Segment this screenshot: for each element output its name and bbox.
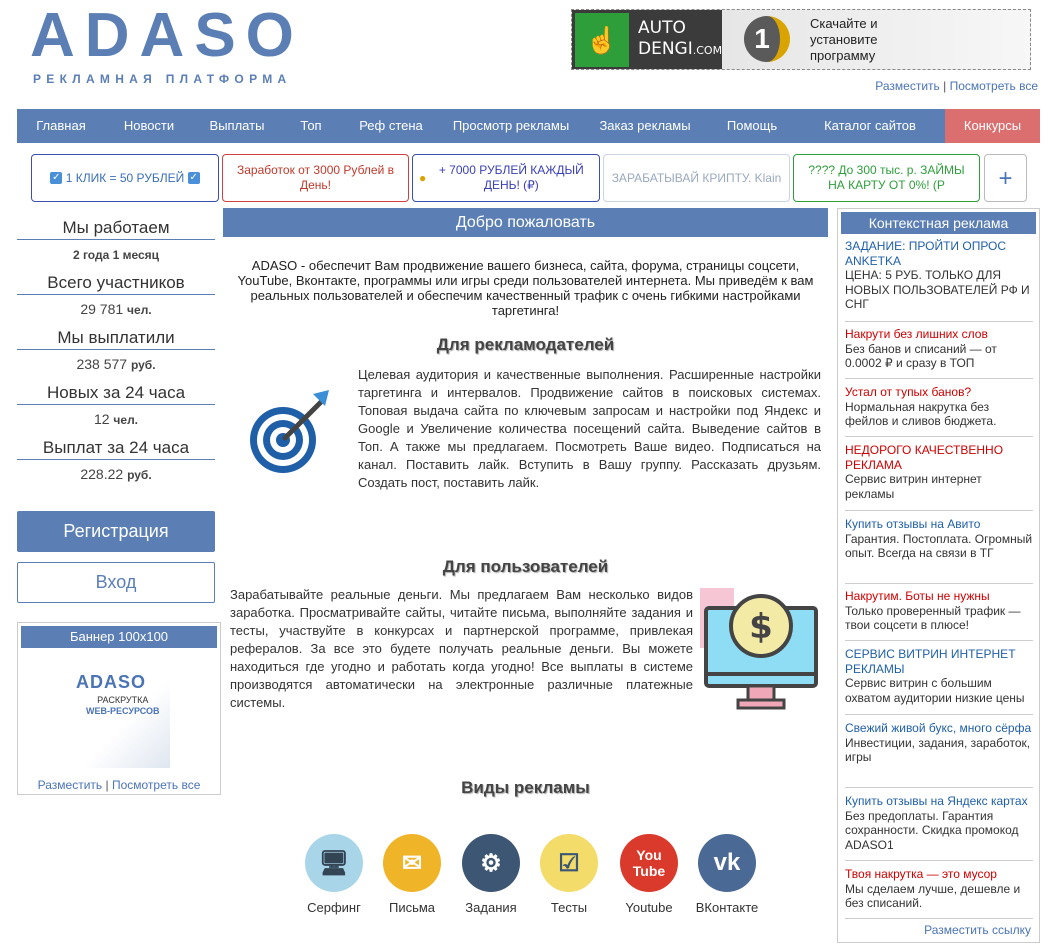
nav-order-ads[interactable]: Заказ рекламы xyxy=(599,118,691,133)
context-ads-panel xyxy=(837,208,1040,943)
banner-brand-block xyxy=(572,10,722,70)
checkmark-icon: ✓ xyxy=(189,172,198,183)
advertisers-heading: Для рекламодателей xyxy=(436,335,615,354)
place-link-link[interactable]: Разместить ссылку xyxy=(924,923,1031,937)
type-youtube[interactable]: You Tube Youtube xyxy=(614,834,684,915)
chip-click[interactable]: ✓ 1 КЛИК = 50 РУБЛЕЙ ✓ xyxy=(31,154,219,202)
banner-100-links: Разместить | Посмотреть все xyxy=(37,778,201,792)
nav-top[interactable]: Топ xyxy=(300,118,322,133)
ad-types-heading: Виды рекламы xyxy=(461,778,590,797)
stat-value: 2 года 1 месяц xyxy=(72,248,160,262)
chip-earnings[interactable]: Заработок от 3000 Рублей в День! xyxy=(222,154,409,202)
stat-title: Всего участников xyxy=(17,265,215,295)
svg-text:$: $ xyxy=(749,607,773,647)
place-banner-link[interactable]: Разместить xyxy=(875,79,940,93)
chip-loans[interactable]: ???? До 300 тыс. р. ЗАЙМЫ НА КАРТУ ОТ 0%! (Р xyxy=(793,154,980,202)
chip-crypto[interactable]: ЗАРАБАТЫВАЙ КРИПТУ. Klain xyxy=(603,154,790,202)
main-content xyxy=(223,208,828,915)
nav-home[interactable]: Главная xyxy=(36,118,86,133)
welcome-header: Добро пожаловать xyxy=(223,208,828,237)
context-ad[interactable]: Твоя накрутка — это мусор Мы сделаем лучше, дешевле и без списаний. xyxy=(845,867,1033,919)
context-ads-title: Контекстная реклама xyxy=(841,212,1036,234)
nav-catalog[interactable]: Каталог сайтов xyxy=(824,118,916,133)
context-ad[interactable]: Купить отзывы на Яндекс картах Без предоплаты. Гарантия сохранности. Скидка промокод ADASO1 xyxy=(845,794,1033,861)
nav-ref-wall[interactable]: Реф стена xyxy=(359,118,423,133)
intro-text: ADASO - обеспечит Вам продвижение вашего бизнеса, сайта, форума, страницы соцсети, YouTube, Вконтакте, программы или игры среди пользователей интернета. Мы приведём к вам реальных пользователей и обеспечим качественный трафик с очень гибкими настройками таргетинга! xyxy=(237,258,814,318)
main-nav xyxy=(17,109,1040,143)
stat-title: Выплат за 24 часа xyxy=(17,430,215,460)
checkmark-icon: ✓ xyxy=(52,172,61,183)
view-all-banner-100-link[interactable]: Посмотреть все xyxy=(111,778,201,792)
place-banner-100-link[interactable]: Разместить xyxy=(37,778,103,792)
surfing-icon: 🖥 xyxy=(305,834,363,892)
stat-value: 228.22 руб. xyxy=(80,466,152,482)
nav-view-ads[interactable]: Просмотр рекламы xyxy=(452,118,570,133)
adaso-banner-image[interactable]: ADASO РАСКРУТКА WEB-РЕСУРСОВ xyxy=(70,668,170,768)
nav-help[interactable]: Помощь xyxy=(726,118,778,133)
hand-click-icon: ☝ xyxy=(575,13,629,67)
banner-brand: AUTO DENGI.COM xyxy=(638,18,723,59)
stat-value: 29 781 чел. xyxy=(80,301,152,317)
stat-title: Мы выплатили xyxy=(17,320,215,350)
context-ad[interactable]: ЗАДАНИЕ: ПРОЙТИ ОПРОС ANKETKA ЦЕНА: 5 РУБ. ТОЛЬКО ДЛЯ НОВЫХ ПОЛЬЗОВАТЕЛЕЙ РФ И СНГ xyxy=(845,239,1033,322)
banner-100-title: Баннер 100x100 xyxy=(21,626,217,648)
stat-value: 12 чел. xyxy=(93,411,139,427)
type-vk[interactable]: vk ВКонтакте xyxy=(692,834,762,915)
context-ad[interactable]: СЕРВИС ВИТРИН ИНТЕРНЕТ РЕКЛАМЫ Сервис витрин с большим охватом аудитории низкие цены xyxy=(845,647,1033,715)
users-heading: Для пользователей xyxy=(442,557,609,576)
banner-promo-block xyxy=(722,10,1031,70)
context-ad[interactable]: Купить отзывы на Авито Гарантия. Постоплата. Огромный опыт. Всегда на связи в ТГ xyxy=(845,517,1033,584)
nav-news[interactable]: Новости xyxy=(123,118,175,133)
context-ad[interactable]: Устал от тупых банов? Нормальная накрутка без фейлов и сливов бюджета. xyxy=(845,385,1033,437)
nav-payouts[interactable]: Выплаты xyxy=(209,118,265,133)
promo-chips xyxy=(31,154,1041,202)
type-surfing[interactable]: 🖥 Серфинг xyxy=(299,834,369,915)
banner-links: Разместить | Посмотреть все xyxy=(875,79,1038,93)
context-ad[interactable]: Накрутим. Боты не нужны Только проверенный трафик — твои соцсети в плюсе! xyxy=(845,589,1033,641)
type-mail[interactable]: ✉ Письма xyxy=(377,834,447,915)
monitor-dollar-icon xyxy=(698,586,823,716)
stat-title: Мы работаем xyxy=(17,210,215,240)
users-text: Зарабатывайте реальные деньги. Мы предлагаем Вам несколько видов заработка. Просматривайте сайты, читайте письма, выполняйте задания и тесты, участвуйте в конкурсах и партнерской программе, привлекая рефералов. За все это будете получать реальные деньги. Вы можете находиться где угодно и работать когда угодно! Все выплаты в системе производятся автоматически на электронные различные платежные системы. xyxy=(230,587,693,710)
mail-icon: ✉ xyxy=(383,834,441,892)
advertisers-text: Целевая аудитория и качественные выполнения. Расширенные настройки таргетинга и интервалов. Продвижение сайтов в поисковых системах. Топовая выдача сайта по ключевым запросам и настройки под Яндекс и Google и Увеличение количества посещений сайта. Выведение сайтов в Топ. А также мы предлагаем. Посмотреть Ваше видео. Подписаться на канал. Поставить лайк. Вступить в Вашу группу. Рассказать друзьям. Создать пост, поставить лайк. xyxy=(358,367,821,490)
add-chip-button[interactable]: + xyxy=(984,154,1027,202)
stat-title: Новых за 24 часа xyxy=(17,375,215,405)
chip-daily[interactable]: ● + 7000 РУБЛЕЙ КАЖДЫЙ ДЕНЬ! (₽) xyxy=(412,154,600,202)
banner-text: Скачайте и установите программу xyxy=(810,16,878,63)
context-ad[interactable]: Свежий живой букс, много сёрфа Инвестиции, задания, заработок, игры xyxy=(845,721,1033,788)
header xyxy=(0,0,1053,108)
top-banner[interactable] xyxy=(571,9,1031,70)
nav-contests[interactable]: Конкурсы xyxy=(945,109,1040,143)
type-tasks[interactable]: ⚙ Задания xyxy=(456,834,526,915)
youtube-icon: You Tube xyxy=(620,834,678,892)
site-logo[interactable]: ADASO xyxy=(30,1,304,70)
coin-icon: 1 xyxy=(744,16,790,62)
coin-emoji-icon: ● xyxy=(419,170,427,185)
stats-panel xyxy=(17,210,215,485)
context-ad[interactable]: Накрути без лишних слов Без банов и списаний — от 0.0002 ₽ и сразу в ТОП xyxy=(845,327,1033,379)
context-ad[interactable]: НЕДОРОГО КАЧЕСТВЕННО РЕКЛАМА Сервис витрин интернет рекламы xyxy=(845,443,1033,511)
target-icon xyxy=(245,388,335,478)
ad-types xyxy=(299,834,759,914)
register-button[interactable]: Регистрация xyxy=(17,511,215,552)
vk-icon: vk xyxy=(698,834,756,892)
stat-value: 238 577 руб. xyxy=(76,356,156,372)
logo-subtitle: РЕКЛАМНАЯ ПЛАТФОРМА xyxy=(33,72,292,86)
view-all-banners-link[interactable]: Посмотреть все xyxy=(949,79,1038,93)
banner-100x100 xyxy=(17,622,221,795)
type-tests[interactable]: ☑ Тесты xyxy=(534,834,604,915)
task-icon: ⚙ xyxy=(462,834,520,892)
login-button[interactable]: Вход xyxy=(17,562,215,603)
test-icon: ☑ xyxy=(540,834,598,892)
